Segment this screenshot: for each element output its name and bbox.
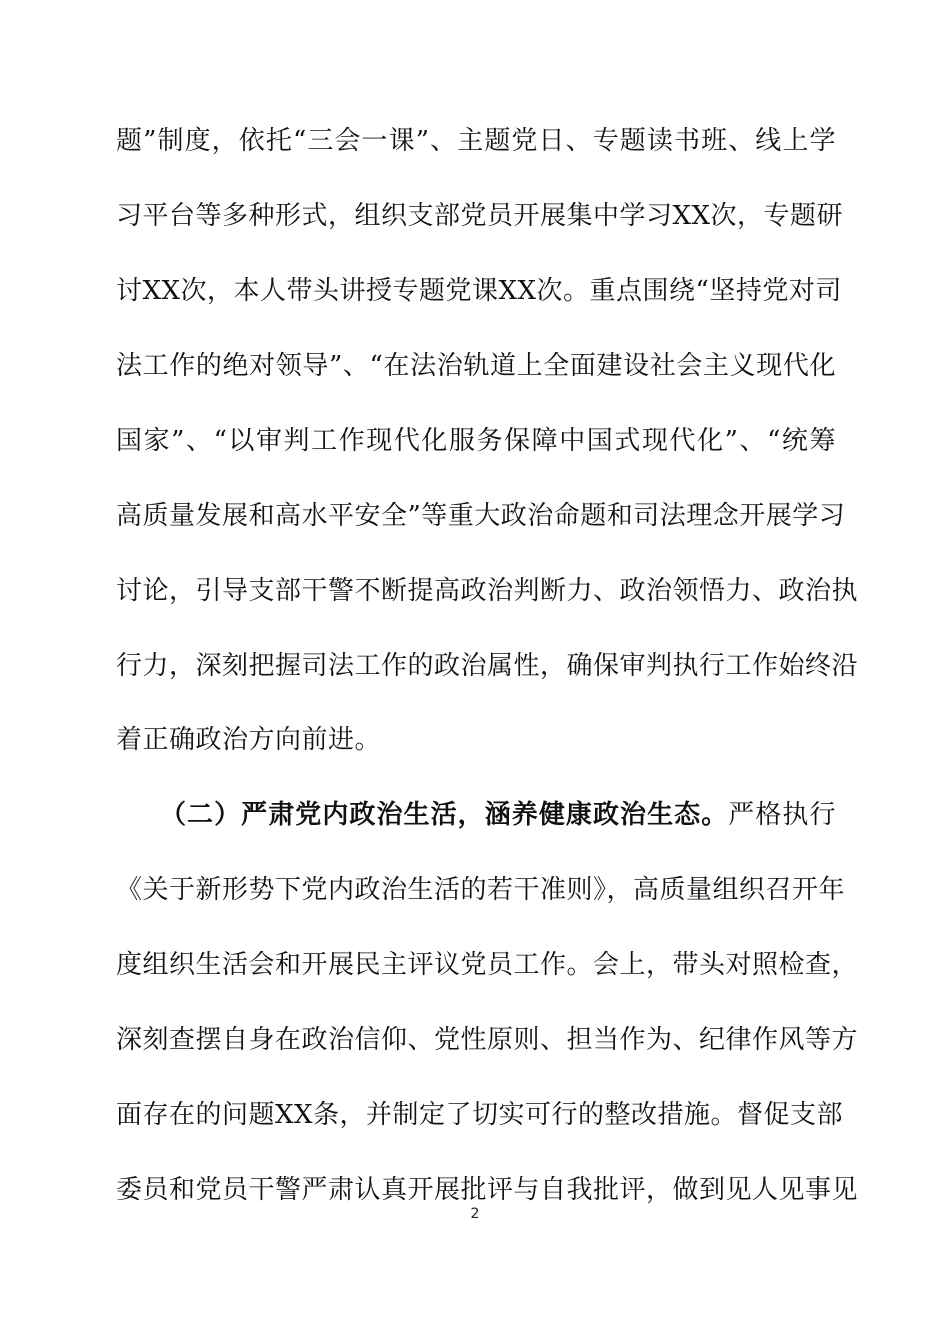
paragraph-2-line-2: 《关于新形势下党内政治生活的若干准则》，高质量组织召开年 (116, 875, 846, 905)
paragraph-2-line-6: 委员和党员干警严肃认真开展批评与自我批评，做到见人见事见 (116, 1175, 859, 1205)
section-heading: （二）严肃党内政治生活，涵养健康政治生态。 (160, 800, 729, 830)
paragraph-1-line-3: 讨XX次，本人带头讲授专题党课XX次。重点围绕“坚持党对司 (116, 276, 842, 306)
paragraph-1-line-8: 行力，深刻把握司法工作的政治属性，确保审判执行工作始终沿 (116, 651, 859, 681)
paragraph-1-line-6: 高质量发展和高水平安全”等重大政治命题和司法理念开展学习 (116, 501, 846, 531)
paragraph-2-line-4: 深刻查摆自身在政治信仰、党性原则、担当作为、纪律作风等方 (116, 1025, 859, 1055)
paragraph-1-line-1: 题”制度，依托“三会一课”、主题党日、专题读书班、线上学 (116, 126, 836, 156)
paragraph-2-line-3: 度组织生活会和开展民主评议党员工作。会上，带头对照检查， (116, 950, 859, 980)
paragraph-1-line-4: 法工作的绝对领导”、“在法治轨道上全面建设社会主义现代化 (116, 351, 836, 381)
paragraph-2-line-1-text: 严格执行 (728, 800, 836, 830)
paragraph-1-line-5: 国家”、“以审判工作现代化服务保障中国式现代化”、“统筹 (116, 426, 836, 456)
page-number: 2 (470, 1206, 480, 1222)
paragraph-1-line-2: 习平台等多种形式，组织支部党员开展集中学习XX次，专题研 (116, 201, 844, 231)
paragraph-2-line-5: 面存在的问题XX条，并制定了切实可行的整改措施。督促支部 (116, 1100, 844, 1130)
paragraph-2-line-1 (160, 795, 836, 835)
paragraph-1-line-7: 讨论，引导支部干警不断提高政治判断力、政治领悟力、政治执 (116, 576, 859, 606)
paragraph-1-line-9: 着正确政治方向前进。 (116, 725, 382, 755)
